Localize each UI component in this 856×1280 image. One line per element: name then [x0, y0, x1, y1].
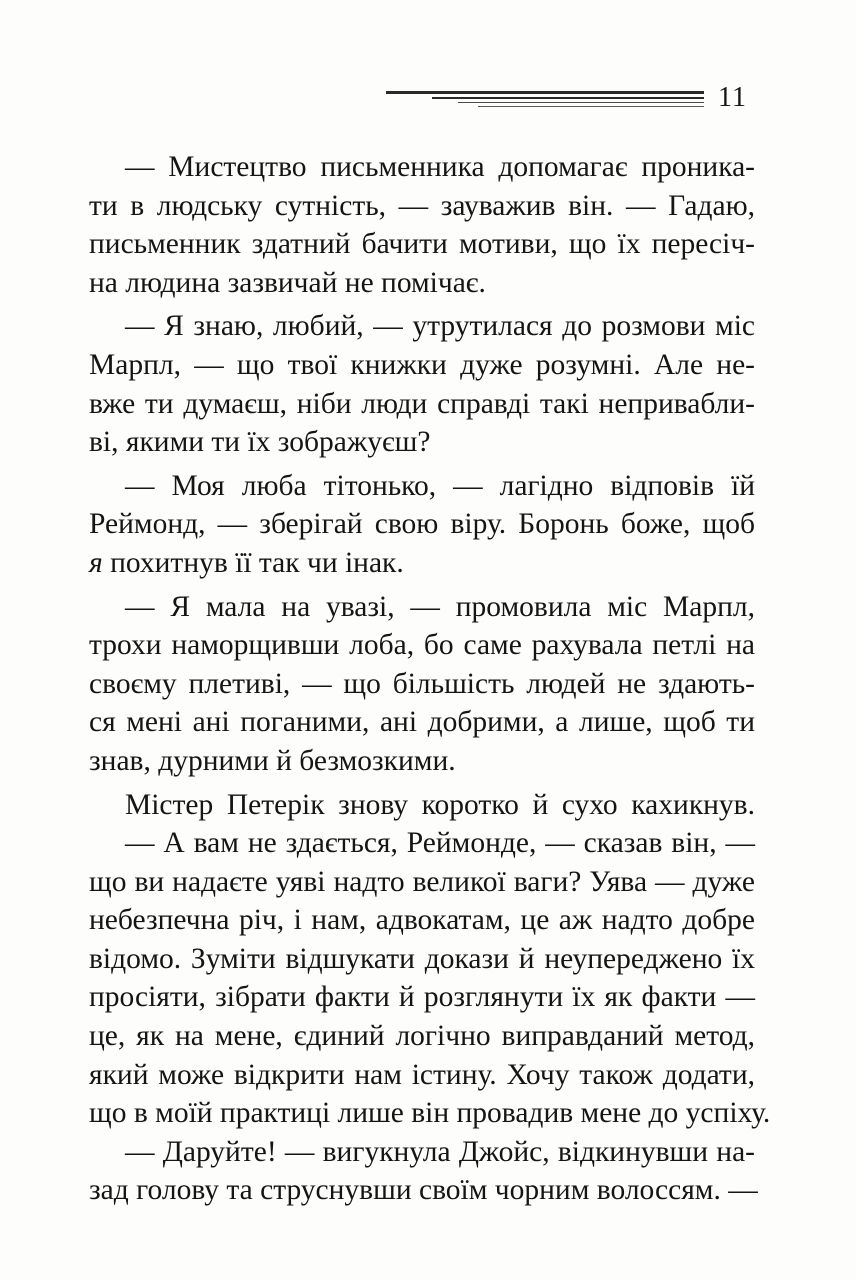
text-line: це, як на мене, єдиний логічно виправданий метод, [89, 1020, 755, 1053]
text-line: небезпечна річ, і нам, адвокатам, це аж надто добре [89, 904, 755, 937]
header-rule [386, 91, 704, 94]
header-rule [478, 106, 704, 107]
paragraph [89, 148, 755, 302]
header-rule [432, 97, 704, 99]
text-line: зад голову та струснувши своїм чорним волоссям. — [89, 1174, 758, 1207]
header-rule [458, 102, 704, 103]
text-line: — Моя люба тітонько, — лагідно відповів їй [125, 469, 755, 502]
text-line: своєму плетиві, — що більшість людей не здають- [89, 667, 755, 700]
italic-word: я [89, 546, 103, 579]
text-line: вже ти думаєш, ніби люди справді такі непривабли- [89, 387, 755, 420]
text-line: ти в людську сутність, — зауважив він. — Гадаю, [89, 189, 755, 222]
text-line: який може відкрити нам істину. Хочу також додати, [89, 1058, 755, 1091]
text-line: трохи наморщивши лоба, бо саме рахувала петлі на [89, 629, 755, 662]
text-line-rest: похитнув її так чи інак. [110, 546, 404, 579]
paragraph [89, 467, 755, 583]
text-line: — Я мала на увазі, — промовила міс Марпл, [125, 590, 755, 623]
text-line: Реймонд, — зберігай свою віру. Боронь боже, щоб [89, 508, 755, 541]
paragraph [89, 786, 755, 825]
text-line: що ви надаєте уяві надто великої ваги? Уява — дуже [89, 865, 755, 898]
text-line [89, 544, 755, 583]
running-head [386, 82, 766, 114]
text-line: — А вам не здається, Реймонде, — сказав він, — [125, 827, 755, 860]
text-line: Марпл, — що твої книжки дуже розумні. Але не- [89, 348, 755, 381]
text-line: письменник здатний бачити мотиви, що їх пересіч- [89, 228, 755, 261]
text-line: відомо. Зуміти відшукати докази й неупереджено їх [89, 942, 755, 975]
page-number: 11 [718, 82, 747, 113]
paragraph [89, 1133, 758, 1210]
text-line: ся мені ані поганими, ані добрими, а лише, щоб ти [89, 706, 755, 739]
text-line: знав, дурними й безмозкими. [89, 744, 456, 777]
paragraph [89, 307, 755, 461]
text-line: ві, якими ти їх зображуєш? [89, 426, 431, 459]
text-line: на людина зазвичай не помічає. [89, 266, 486, 299]
text-line: просіяти, зібрати факти й розглянути їх як факти — [89, 981, 755, 1014]
text-line: що в моїй практиці лише він провадив мене до успіху. [89, 1097, 771, 1130]
paragraph [89, 824, 771, 1133]
paragraph [89, 588, 755, 781]
text-line: — Я знаю, любий, — утрутилася до розмови міс [125, 310, 755, 343]
text-line: — Мистецтво письменника допомагає проника- [125, 151, 755, 183]
body-text [89, 148, 771, 1210]
text-line: — Даруйте! — вигукнула Джойс, відкинувши на- [125, 1135, 755, 1168]
text-line: Містер Петерік знову коротко й сухо кахикнув. [125, 788, 755, 821]
header-ornament-rules [386, 91, 704, 111]
